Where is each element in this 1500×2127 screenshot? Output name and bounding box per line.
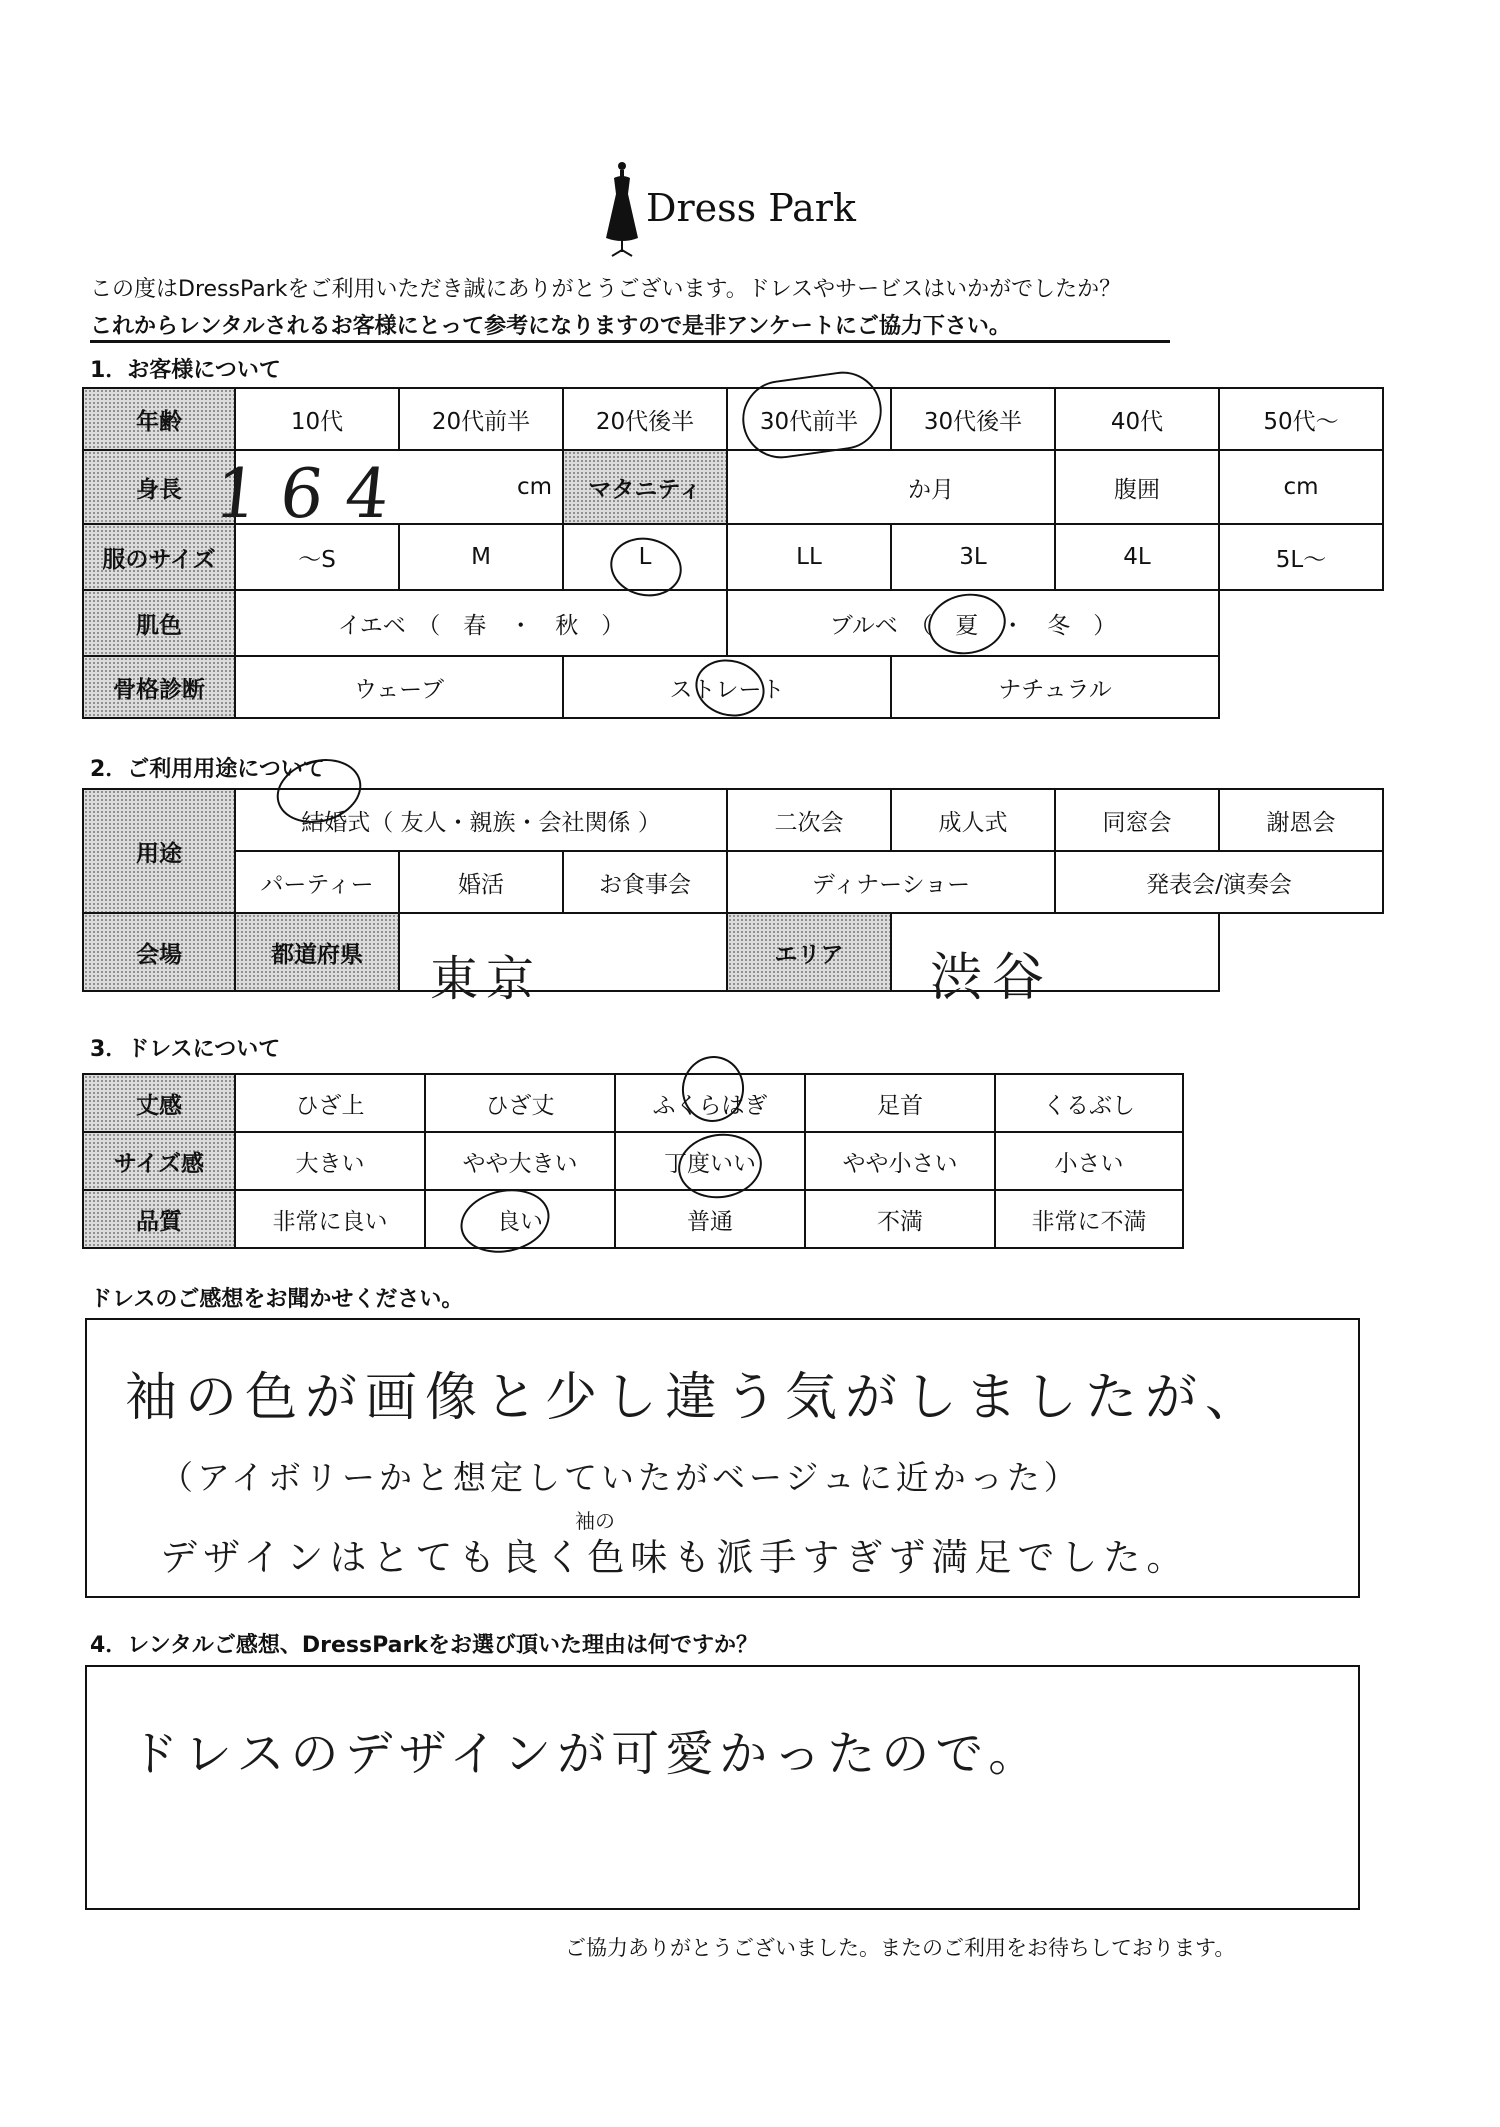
length-option[interactable]: ひざ丈 bbox=[425, 1074, 615, 1132]
age-label: 年齢 bbox=[83, 388, 235, 450]
length-option[interactable]: くるぶし bbox=[995, 1074, 1183, 1132]
section4-title: 4．レンタルご感想、DressParkをお選び頂いた理由は何ですか？ bbox=[90, 1633, 758, 1658]
waist-unit: cm bbox=[1283, 474, 1319, 500]
underline bbox=[90, 340, 1170, 343]
purpose-option[interactable]: お食事会 bbox=[563, 851, 727, 913]
empty-cell bbox=[1219, 913, 1383, 991]
purpose-option[interactable]: 成人式 bbox=[891, 789, 1055, 851]
quality-label: 品質 bbox=[83, 1190, 235, 1248]
reason-textarea[interactable] bbox=[85, 1665, 1360, 1910]
age-option[interactable]: 20代前半 bbox=[399, 388, 563, 450]
fit-option-selected[interactable]: 丁度いい bbox=[615, 1132, 805, 1190]
empty-cell bbox=[1219, 590, 1383, 656]
quality-option[interactable]: 不満 bbox=[805, 1190, 995, 1248]
comment-title: ドレスのご感想をお聞かせください。 bbox=[90, 1287, 464, 1312]
frame-option[interactable]: ナチュラル bbox=[891, 656, 1219, 718]
fit-option[interactable]: やや小さい bbox=[805, 1132, 995, 1190]
frame-option[interactable]: ウェーブ bbox=[235, 656, 563, 718]
quality-option[interactable]: 普通 bbox=[615, 1190, 805, 1248]
section1-title: 1．お客様について bbox=[90, 358, 281, 383]
waist-field[interactable] bbox=[1219, 450, 1383, 524]
area-label: エリア bbox=[727, 913, 891, 991]
skin-label: 肌色 bbox=[83, 590, 235, 656]
quality-row bbox=[83, 1190, 1183, 1248]
size-option[interactable]: LL bbox=[727, 524, 891, 590]
skin-row bbox=[83, 590, 1383, 656]
month-unit: か月 bbox=[908, 476, 954, 503]
maternity-label: マタニティ bbox=[563, 450, 727, 524]
size-option[interactable]: M bbox=[399, 524, 563, 590]
size-option-selected[interactable]: L bbox=[563, 524, 727, 590]
venue-row bbox=[83, 913, 1383, 991]
reason-answer: ドレスのデザインが可愛かったので。 bbox=[130, 1726, 1043, 1782]
maternity-month-field[interactable] bbox=[727, 450, 1055, 524]
comment-insertion: 袖の bbox=[575, 1509, 615, 1533]
intro-text: この度はDressParkをご利用いただき誠にありがとうございます。ドレスやサービスはいかがでしたか？ bbox=[90, 277, 1122, 302]
intro-request-text: これからレンタルされるお客様にとって参考になりますので是非アンケートにご協力下さい。 bbox=[90, 314, 1011, 339]
size-option[interactable]: 5L～ bbox=[1219, 524, 1383, 590]
waist-label: 腹囲 bbox=[1055, 450, 1219, 524]
purpose-option[interactable]: 同窓会 bbox=[1055, 789, 1219, 851]
comment-line: デザインはとても良く色味も派手すぎず満足でした。 bbox=[160, 1536, 1190, 1579]
comment-line: （アイボリーかと想定していたがベージュに近かった） bbox=[160, 1458, 1081, 1497]
age-option-selected[interactable]: 30代前半 bbox=[727, 388, 891, 450]
size-option[interactable]: 4L bbox=[1055, 524, 1219, 590]
fit-option[interactable]: やや大きい bbox=[425, 1132, 615, 1190]
purpose-option[interactable]: 発表会/演奏会 bbox=[1055, 851, 1383, 913]
empty-cell bbox=[1219, 656, 1383, 718]
usage-table bbox=[82, 788, 1384, 992]
fit-option[interactable]: 小さい bbox=[995, 1132, 1183, 1190]
purpose-option[interactable]: 謝恩会 bbox=[1219, 789, 1383, 851]
dress-icon bbox=[600, 160, 644, 260]
purpose-label: 用途 bbox=[83, 789, 235, 913]
quality-option[interactable]: 非常に良い bbox=[235, 1190, 425, 1248]
purpose-option[interactable]: ディナーショー bbox=[727, 851, 1055, 913]
purpose-option-selected[interactable]: 結婚式（ 友人・親族・会社関係 ） bbox=[235, 789, 727, 851]
area-handwritten-value: 渋谷 bbox=[930, 948, 1055, 1008]
fit-row bbox=[83, 1132, 1183, 1190]
length-label: 丈感 bbox=[83, 1074, 235, 1132]
age-option[interactable]: 50代～ bbox=[1219, 388, 1383, 450]
height-unit: cm bbox=[516, 474, 552, 500]
venue-label: 会場 bbox=[83, 913, 235, 991]
purpose-option[interactable]: パーティー bbox=[235, 851, 399, 913]
skin-yellow-option[interactable]: イエベ （ 春 ・ 秋 ） bbox=[235, 590, 727, 656]
dress-evaluation-table bbox=[82, 1073, 1184, 1249]
purpose-row-2 bbox=[83, 851, 1383, 913]
prefecture-handwritten-value: 東京 bbox=[430, 951, 543, 1007]
brand-name: Dress Park bbox=[646, 186, 856, 230]
age-option[interactable]: 10代 bbox=[235, 388, 399, 450]
size-option[interactable]: ～S bbox=[235, 524, 399, 590]
length-option[interactable]: ひざ上 bbox=[235, 1074, 425, 1132]
purpose-option[interactable]: 二次会 bbox=[727, 789, 891, 851]
comment-line: 袖の色が画像と少し違う気がしましたが、 bbox=[125, 1368, 1266, 1428]
length-option[interactable]: 足首 bbox=[805, 1074, 995, 1132]
size-option[interactable]: 3L bbox=[891, 524, 1055, 590]
quality-option[interactable]: 非常に不満 bbox=[995, 1190, 1183, 1248]
age-option[interactable]: 30代後半 bbox=[891, 388, 1055, 450]
length-option-selected[interactable]: ふくらはぎ bbox=[615, 1074, 805, 1132]
frame-label: 骨格診断 bbox=[83, 656, 235, 718]
fit-option[interactable]: 大きい bbox=[235, 1132, 425, 1190]
section3-title: 3．ドレスについて bbox=[90, 1037, 281, 1062]
age-option[interactable]: 40代 bbox=[1055, 388, 1219, 450]
age-option[interactable]: 20代後半 bbox=[563, 388, 727, 450]
height-handwritten-value: 164 bbox=[210, 455, 415, 534]
size-label: 服のサイズ bbox=[83, 524, 235, 590]
section2-title: 2．ご利用用途について bbox=[90, 757, 325, 782]
age-row bbox=[83, 388, 1383, 450]
length-row bbox=[83, 1074, 1183, 1132]
skin-blue-option[interactable]: ブルベ （ 夏 ・ 冬 ） bbox=[727, 590, 1219, 656]
fit-label: サイズ感 bbox=[83, 1132, 235, 1190]
prefecture-label: 都道府県 bbox=[235, 913, 399, 991]
purpose-option[interactable]: 婚活 bbox=[399, 851, 563, 913]
quality-option-selected[interactable]: 良い bbox=[425, 1190, 615, 1248]
frame-option-selected[interactable]: ストレート bbox=[563, 656, 891, 718]
thanks-message: ご協力ありがとうございました。またのご利用をお待ちしております。 bbox=[565, 1936, 1236, 1960]
dresspark-logo bbox=[600, 160, 860, 260]
height-label: 身長 bbox=[83, 450, 235, 524]
